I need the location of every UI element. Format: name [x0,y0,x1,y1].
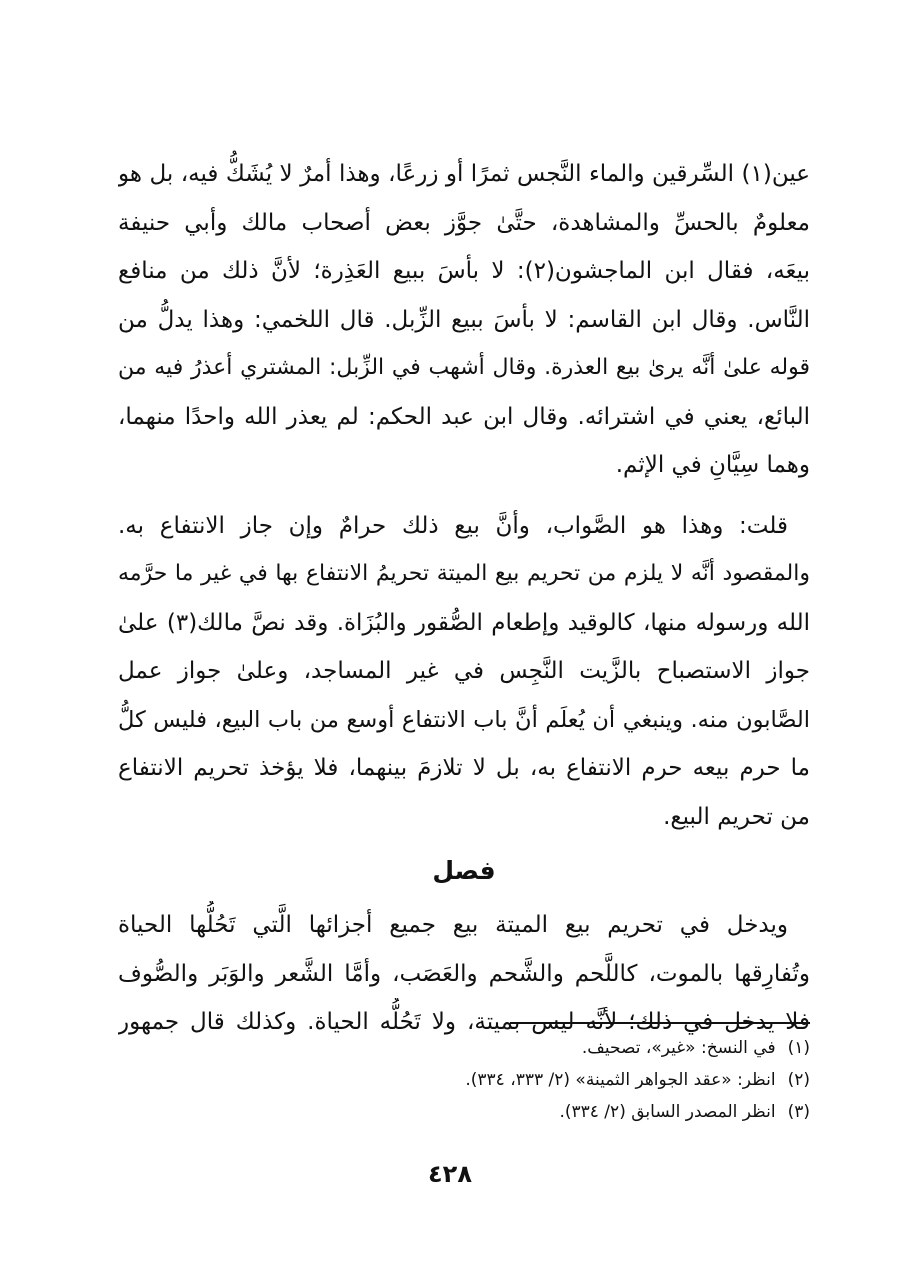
footnotes [118,1032,810,1128]
text-line: بيعَه، فقال ابن الماجشون(٢): لا بأسَ ببيع العَذِرة؛ لأنَّ ذلك من منافع [118,258,810,284]
text-line: جواز الاستصباح بالزَّيت النَّجِس في غير المساجد، وعلىٰ جواز عمل [118,658,810,684]
paragraph-3 [118,901,810,1047]
text-line: والمقصود أنَّه لا يلزم من تحريم بيع الميتة تحريمُ الانتفاع بها في غير ما حرَّمه [118,561,810,586]
text-line: قوله علىٰ أنَّه يرىٰ بيع العذرة. وقال أشهب في الزِّبل: المشتري أعذرُ فيه من [118,355,810,380]
text-line: من تحريم البيع. [663,803,810,830]
text-line: الله ورسوله منها، كالوقيد وإطعام الصُّقور والبُزَاة. وقد نصَّ مالك(٣) علىٰ [118,609,810,636]
paragraph-gap [118,490,810,502]
footnote-text: انظر: «عقد الجواهر الثمينة» (٢/ ٣٣٣، ٣٣٤). [465,1070,776,1090]
text-line: عين(١) السِّرقين والماء النَّجس ثمرًا أو زرعًا، وهذا أمرٌ لا يُشَكُّ فيه، بل هو [118,161,810,187]
text-line: وهما سِيَّانِ في الإثم. [615,452,810,478]
footnote-text: في النسخ: «غير»، تصحيف. [581,1038,776,1058]
main-text [118,150,810,1047]
footnote [118,1032,810,1064]
text-line: النَّاس. وقال ابن القاسم: لا بأسَ ببيع الزِّبل. قال اللخمي: وهذا يدلُّ من [118,306,810,333]
text-line: ما حرم بيعه حرم الانتفاع به، بل لا تلازمَ بينهما، فلا يؤخذ تحريم الانتفاع [118,755,810,781]
footnote-text: انظر المصدر السابق (٢/ ٣٣٤). [559,1102,776,1122]
footnote-number: (٢) [787,1070,810,1090]
text-line: البائع، يعني في اشترائه. وقال ابن عبد الحكم: لم يعذر الله واحدًا منهما، [118,403,810,430]
text-line: الصَّابون منه. وينبغي أن يُعلَم أنَّ باب الانتفاع أوسع من باب البيع، فليس كلُّ [118,706,810,733]
text-line: قلت: وهذا هو الصَّواب، وأنَّ بيع ذلك حرامٌ وإن جاز الانتفاع به. [118,512,788,539]
footnote [118,1064,810,1096]
footnote-number: (٣) [787,1102,810,1122]
footnote [118,1096,810,1128]
paragraph-2 [118,502,810,842]
text-line: ويدخل في تحريم بيع الميتة بيع جميع أجزائها الَّتي تَحُلُّها الحياة [118,912,788,938]
text-line: وتُفارِقها بالموت، كاللَّحم والشَّحم والعَصَب، وأمَّا الشَّعر والوَبَر والصُّوف [118,960,810,987]
paragraph-1 [118,150,810,490]
text-line: معلومٌ بالحسِّ والمشاهدة، حتَّىٰ جوَّز بعض أصحاب مالك وأبي حنيفة [118,209,810,236]
section-heading: فصل [432,856,496,885]
page-number: ٤٢٨ [428,1160,472,1188]
footnote-number: (١) [787,1038,810,1058]
footnote-divider [510,1022,810,1024]
text-line: فلا يدخل في ذلك؛ لأنَّه ليس بميتة، ولا تَحُلُّه الحياة. وكذلك قال جمهور [118,1009,810,1035]
